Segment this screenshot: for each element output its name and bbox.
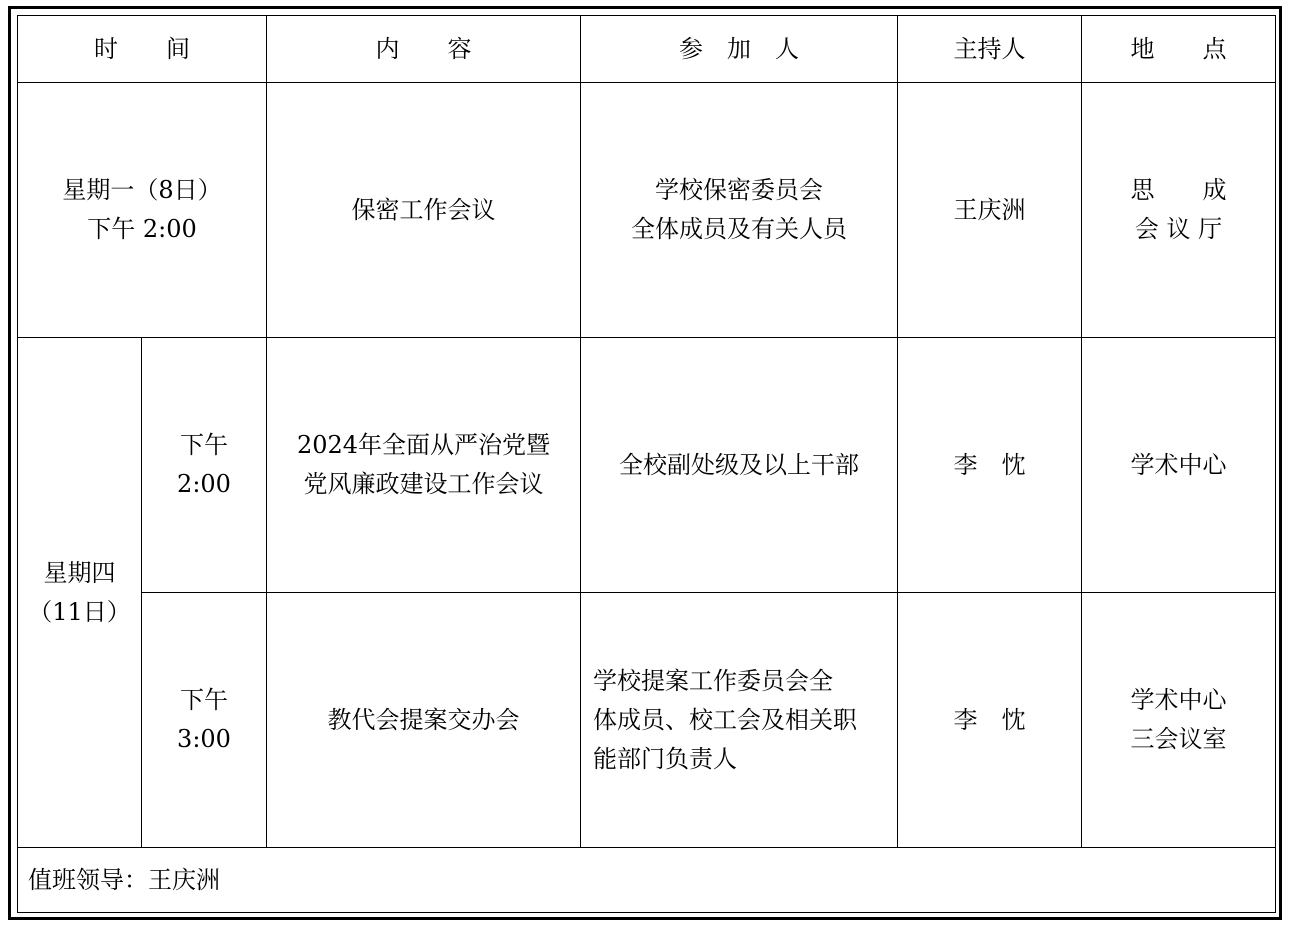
header-participants: 参 加 人 bbox=[581, 16, 898, 83]
row2-time: 下午 2:00 bbox=[142, 338, 267, 593]
footer-row bbox=[18, 848, 1276, 913]
row1-content: 保密工作会议 bbox=[267, 83, 581, 338]
header-host: 主持人 bbox=[898, 16, 1082, 83]
row1-host: 王庆洲 bbox=[898, 83, 1082, 338]
row2-host: 李 忱 bbox=[898, 338, 1082, 593]
header-content: 内 容 bbox=[267, 16, 581, 83]
header-time: 时 间 bbox=[18, 16, 267, 83]
row3-participants: 学校提案工作委员会全 体成员、校工会及相关职 能部门负责人 bbox=[581, 593, 898, 848]
row2-content: 2024年全面从严治党暨 党风廉政建设工作会议 bbox=[267, 338, 581, 593]
row3-host: 李 忱 bbox=[898, 593, 1082, 848]
row3-content: 教代会提案交办会 bbox=[267, 593, 581, 848]
table-row bbox=[18, 338, 1276, 593]
table-row bbox=[18, 83, 1276, 338]
schedule-table bbox=[17, 15, 1276, 913]
row3-place: 学术中心 三会议室 bbox=[1082, 593, 1276, 848]
row2-place: 学术中心 bbox=[1082, 338, 1276, 593]
table-row bbox=[18, 593, 1276, 848]
duty-leader: 值班领导：王庆洲 bbox=[18, 848, 1276, 913]
row1-participants: 学校保密委员会 全体成员及有关人员 bbox=[581, 83, 898, 338]
row1-place: 思 成 会 议 厅 bbox=[1082, 83, 1276, 338]
header-place: 地 点 bbox=[1082, 16, 1276, 83]
row1-time: 星期一（8日） 下午 2:00 bbox=[18, 83, 267, 338]
row3-time: 下午 3:00 bbox=[142, 593, 267, 848]
header-row bbox=[18, 16, 1276, 83]
row2-participants: 全校副处级及以上干部 bbox=[581, 338, 898, 593]
schedule-frame bbox=[8, 6, 1282, 920]
row2-day: 星期四 （11日） bbox=[18, 338, 142, 848]
